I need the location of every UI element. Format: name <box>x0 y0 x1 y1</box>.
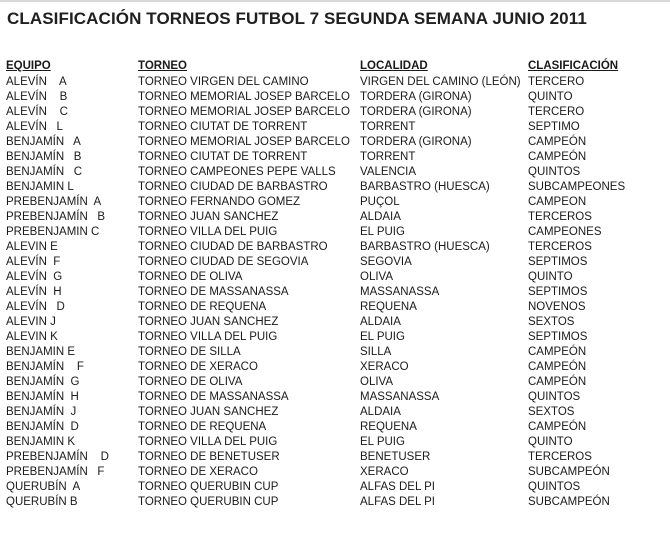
cell-clasificacion: SUBCAMPEÓN <box>528 466 610 478</box>
cell-equipo: BENJAMIN L <box>6 181 74 193</box>
cell-clasificacion: NOVENOS <box>528 301 586 313</box>
cell-equipo: BENJAMÍN H <box>6 391 79 403</box>
cell-torneo: TORNEO QUERUBIN CUP <box>138 496 279 508</box>
column-header-clasificacion: CLASIFICACIÓN <box>528 60 619 72</box>
cell-torneo: TORNEO VILLA DEL PUIG <box>138 226 278 238</box>
cell-localidad: MASSANASSA <box>360 391 440 403</box>
cell-equipo: BENJAMIN K <box>6 436 76 448</box>
cell-equipo: ALEVÍN H <box>6 286 62 298</box>
cell-equipo: ALEVIN K <box>6 331 58 343</box>
cell-localidad: REQUENA <box>360 421 417 433</box>
cell-clasificacion: SEXTOS <box>528 406 575 418</box>
cell-clasificacion: CAMPEÓN <box>528 421 587 433</box>
cell-torneo: TORNEO MEMORIAL JOSEP BARCELO <box>138 91 350 103</box>
cell-torneo: TORNEO CIUDAD DE SEGOVIA <box>138 256 309 268</box>
cell-equipo: ALEVÍN C <box>6 106 68 118</box>
cell-torneo: TORNEO DE REQUENA <box>138 421 267 433</box>
cell-clasificacion: QUINTOS <box>528 481 581 493</box>
cell-clasificacion: CAMPEON <box>528 196 587 208</box>
table-row <box>5 75 648 90</box>
table-row <box>5 480 648 495</box>
table-row <box>5 225 648 240</box>
cell-equipo: BENJAMÍN C <box>6 166 83 178</box>
cell-torneo: TORNEO JUAN SANCHEZ <box>138 406 279 418</box>
cell-clasificacion: SEPTIMOS <box>528 286 588 298</box>
cell-clasificacion: CAMPEÓN <box>528 376 587 388</box>
cell-clasificacion: CAMPEÓN <box>528 361 587 373</box>
table-row <box>5 405 648 420</box>
cell-clasificacion: SUBCAMPEONES <box>528 181 626 193</box>
cell-equipo: BENJAMÍN B <box>6 151 82 163</box>
table-header-row <box>5 59 648 75</box>
table-row <box>5 285 648 300</box>
cell-equipo: BENJAMÍN D <box>6 421 79 433</box>
cell-localidad: ALDAIA <box>360 406 401 418</box>
cell-clasificacion: QUINTOS <box>528 166 581 178</box>
cell-clasificacion: SUBCAMPEÓN <box>528 496 610 508</box>
cell-torneo: TORNEO DE XERACO <box>138 466 258 478</box>
cell-localidad: EL PUIG <box>360 436 405 448</box>
cell-clasificacion: TERCEROS <box>528 241 592 253</box>
table-row <box>5 450 648 465</box>
cell-torneo: TORNEO VILLA DEL PUIG <box>138 436 278 448</box>
cell-localidad: BENETUSER <box>360 451 431 463</box>
cell-clasificacion: SEPTIMOS <box>528 331 588 343</box>
cell-torneo: TORNEO CIUDAD DE BARBASTRO <box>138 181 328 193</box>
cell-torneo: TORNEO DE SILLA <box>138 346 241 358</box>
cell-equipo: BENJAMÍN G <box>6 376 80 388</box>
cell-equipo: ALEVIN E <box>6 241 58 253</box>
table-row <box>5 435 648 450</box>
cell-torneo: TORNEO JUAN SANCHEZ <box>138 211 279 223</box>
cell-torneo: TORNEO DE MASSANASSA <box>138 391 289 403</box>
page-title: CLASIFICACIÓN TORNEOS FUTBOL 7 SEGUNDA SEMANA JUNIO 2011 <box>7 9 587 28</box>
cell-localidad: BARBASTRO (HUESCA) <box>360 181 490 193</box>
cell-equipo: ALEVÍN G <box>6 271 63 283</box>
cell-clasificacion: SEPTIMOS <box>528 256 588 268</box>
table-row <box>5 420 648 435</box>
cell-clasificacion: QUINTO <box>528 271 573 283</box>
table-row <box>5 90 648 105</box>
table-row <box>5 330 648 345</box>
cell-equipo: BENJAMÍN A <box>6 136 81 148</box>
table-row <box>5 135 648 150</box>
cell-equipo: PREBENJAMÍN A <box>6 196 102 208</box>
table-row <box>5 195 648 210</box>
table-row <box>5 495 648 510</box>
cell-localidad: TORDERA (GIRONA) <box>360 136 472 148</box>
cell-equipo: ALEVÍN A <box>6 76 67 88</box>
column-header-torneo: TORNEO <box>138 60 187 72</box>
cell-equipo: QUERUBÍN B <box>6 496 78 508</box>
cell-equipo: PREBENJAMÍN F <box>6 466 105 478</box>
cell-torneo: TORNEO DE OLIVA <box>138 271 243 283</box>
standings-table <box>5 59 648 510</box>
cell-localidad: MASSANASSA <box>360 286 440 298</box>
table-row <box>5 315 648 330</box>
cell-localidad: TORRENT <box>360 151 416 163</box>
cell-clasificacion: QUINTOS <box>528 391 581 403</box>
cell-localidad: ALFAS DEL PI <box>360 496 435 508</box>
table-row <box>5 300 648 315</box>
table-body <box>5 75 648 510</box>
cell-localidad: TORRENT <box>360 121 416 133</box>
cell-torneo: TORNEO CAMPEONES PEPE VALLS <box>138 166 336 178</box>
table-row <box>5 390 648 405</box>
cell-localidad: BARBASTRO (HUESCA) <box>360 241 490 253</box>
cell-torneo: TORNEO CIUTAT DE TORRENT <box>138 151 308 163</box>
top-divider <box>0 0 670 2</box>
table-row <box>5 465 648 480</box>
cell-clasificacion: CAMPEONES <box>528 226 602 238</box>
cell-equipo: PREBENJAMÍN D <box>6 451 109 463</box>
cell-clasificacion: SEPTIMO <box>528 121 580 133</box>
cell-localidad: OLIVA <box>360 376 394 388</box>
cell-clasificacion: TERCEROS <box>528 451 592 463</box>
cell-equipo: ALEVÍN F <box>6 256 61 268</box>
cell-localidad: ALDAIA <box>360 316 401 328</box>
cell-torneo: TORNEO VIRGEN DEL CAMINO <box>138 76 309 88</box>
cell-localidad: ALFAS DEL PI <box>360 481 435 493</box>
table-row <box>5 360 648 375</box>
cell-localidad: ALDAIA <box>360 211 401 223</box>
cell-clasificacion: CAMPEÓN <box>528 151 587 163</box>
cell-localidad: EL PUIG <box>360 226 405 238</box>
table-row <box>5 375 648 390</box>
cell-localidad: SEGOVIA <box>360 256 412 268</box>
cell-clasificacion: SEXTOS <box>528 316 575 328</box>
table-row <box>5 345 648 360</box>
table-row <box>5 150 648 165</box>
cell-clasificacion: QUINTO <box>528 91 573 103</box>
table-row <box>5 240 648 255</box>
cell-clasificacion: TERCERO <box>528 76 585 88</box>
cell-clasificacion: CAMPEÓN <box>528 136 587 148</box>
table-row <box>5 120 648 135</box>
cell-equipo: ALEVÍN B <box>6 91 68 103</box>
cell-torneo: TORNEO MEMORIAL JOSEP BARCELO <box>138 136 350 148</box>
cell-clasificacion: QUINTO <box>528 436 573 448</box>
cell-localidad: XERACO <box>360 361 409 373</box>
table-row <box>5 165 648 180</box>
cell-localidad: VALENCIA <box>360 166 417 178</box>
cell-localidad: PUÇOL <box>360 196 400 208</box>
cell-torneo: TORNEO DE REQUENA <box>138 301 267 313</box>
cell-equipo: QUERUBÍN A <box>6 481 81 493</box>
cell-clasificacion: TERCERO <box>528 106 585 118</box>
cell-equipo: BENJAMÍN F <box>6 361 84 373</box>
cell-torneo: TORNEO JUAN SANCHEZ <box>138 316 279 328</box>
column-header-localidad: LOCALIDAD <box>360 60 428 72</box>
table-row <box>5 210 648 225</box>
cell-equipo: ALEVÍN L <box>6 121 63 133</box>
cell-localidad: TORDERA (GIRONA) <box>360 91 472 103</box>
cell-equipo: PREBENJAMÍN B <box>6 211 106 223</box>
table-row <box>5 180 648 195</box>
cell-localidad: TORDERA (GIRONA) <box>360 106 472 118</box>
cell-torneo: TORNEO FERNANDO GOMEZ <box>138 196 301 208</box>
cell-equipo: PREBENJAMIN C <box>6 226 100 238</box>
cell-equipo: ALEVIN J <box>6 316 56 328</box>
cell-equipo: ALEVÍN D <box>6 301 65 313</box>
table-row <box>5 105 648 120</box>
cell-localidad: REQUENA <box>360 301 417 313</box>
cell-torneo: TORNEO DE MASSANASSA <box>138 286 289 298</box>
cell-equipo: BENJAMIN E <box>6 346 76 358</box>
cell-torneo: TORNEO MEMORIAL JOSEP BARCELO <box>138 106 350 118</box>
table-row <box>5 255 648 270</box>
cell-clasificacion: TERCEROS <box>528 211 592 223</box>
cell-torneo: TORNEO DE BENETUSER <box>138 451 280 463</box>
cell-equipo: BENJAMÍN J <box>6 406 77 418</box>
cell-localidad: EL PUIG <box>360 331 405 343</box>
cell-torneo: TORNEO VILLA DEL PUIG <box>138 331 278 343</box>
cell-clasificacion: CAMPEÓN <box>528 346 587 358</box>
table-row <box>5 270 648 285</box>
cell-localidad: VIRGEN DEL CAMINO (LEÓN) <box>360 76 521 88</box>
cell-torneo: TORNEO DE OLIVA <box>138 376 243 388</box>
column-header-equipo: EQUIPO <box>6 60 51 72</box>
cell-torneo: TORNEO CIUDAD DE BARBASTRO <box>138 241 328 253</box>
cell-localidad: XERACO <box>360 466 409 478</box>
cell-torneo: TORNEO DE XERACO <box>138 361 258 373</box>
cell-torneo: TORNEO CIUTAT DE TORRENT <box>138 121 308 133</box>
cell-localidad: OLIVA <box>360 271 394 283</box>
cell-torneo: TORNEO QUERUBIN CUP <box>138 481 279 493</box>
cell-localidad: SILLA <box>360 346 392 358</box>
